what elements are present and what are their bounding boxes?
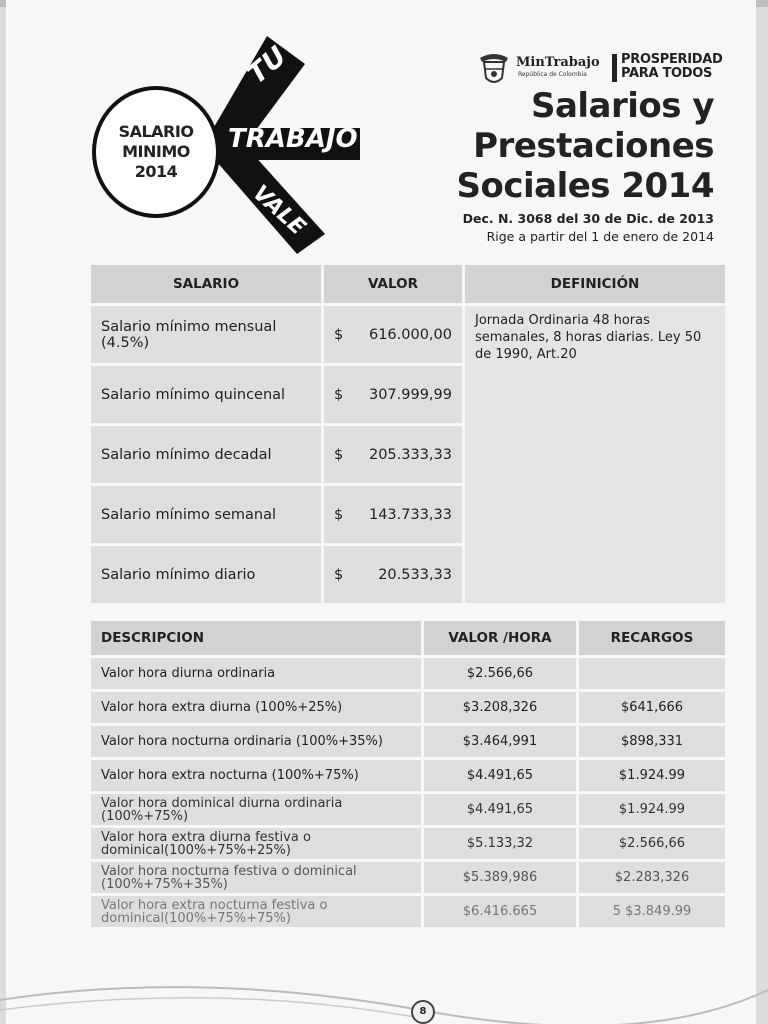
salary-value: 20.533,33 (378, 566, 452, 583)
table-row (91, 760, 725, 791)
hour-value: $4.491,65 (424, 794, 576, 825)
hour-description: Valor hora dominical diurna ordinaria (100%+75%) (91, 794, 421, 825)
column-header-valor-hora: VALOR /HORA (424, 621, 576, 655)
badge-line-1: SALARIO (118, 122, 194, 141)
page-number: 8 (411, 1000, 435, 1024)
hour-description: Valor hora nocturna festiva o dominical (100%+75%+35%) (91, 862, 421, 893)
hour-description: Valor hora extra diurna festiva o dominical(100%+75%+25%) (91, 828, 421, 859)
surcharge-value: $2.283,326 (579, 862, 725, 893)
salary-value-cell (324, 486, 462, 543)
salary-value-cell (324, 426, 462, 483)
logo-separator (612, 54, 617, 82)
title-line-1: Salarios y (530, 86, 714, 126)
table-row (91, 896, 725, 927)
hours-table (88, 618, 728, 930)
hour-description: Valor hora extra diurna (100%+25%) (91, 692, 421, 723)
hours-table-header (91, 621, 725, 655)
ministry-name: MinTrabajo (516, 55, 600, 70)
surcharge-value: $1.924.99 (579, 794, 725, 825)
surcharge-value: $2.566,66 (579, 828, 725, 859)
salary-value: 307.999,99 (368, 386, 452, 403)
salary-name: Salario mínimo quincenal (91, 366, 321, 423)
salary-table-header (91, 265, 725, 303)
hour-value: $6.416.665 (424, 896, 576, 927)
currency-symbol: $ (334, 506, 344, 523)
page-title (456, 86, 714, 206)
salary-value: 143.733,33 (368, 506, 452, 523)
arrow-word-tu: TU (241, 40, 293, 91)
salary-value: 205.333,33 (368, 446, 452, 463)
salary-value: 616.000,00 (368, 326, 452, 343)
effective-date: Rige a partir del 1 de enero de 2014 (486, 229, 714, 244)
decree-text: Dec. N. 3068 del 30 de Dic. de 2013 (462, 211, 714, 226)
table-row (91, 828, 725, 859)
column-header-definicion: DEFINICIÓN (465, 265, 725, 303)
salary-name: Salario mínimo semanal (91, 486, 321, 543)
ministry-subtitle: República de Colombia (518, 71, 587, 78)
badge-line-3: 2014 (134, 162, 178, 181)
title-line-2: Prestaciones (473, 126, 714, 166)
salary-name: Salario mínimo decadal (91, 426, 321, 483)
hour-description: Valor hora extra nocturna festiva o dominical(100%+75%+75%) (91, 896, 421, 927)
salary-value-cell (324, 306, 462, 363)
surcharge-value (579, 658, 725, 689)
salary-name: Salario mínimo mensual (4.5%) (91, 306, 321, 363)
slogan-line-1: PROSPERIDAD (621, 52, 723, 67)
surcharge-value: $898,331 (579, 726, 725, 757)
currency-symbol: $ (334, 446, 344, 463)
hour-value: $2.566,66 (424, 658, 576, 689)
column-header-salario: SALARIO (91, 265, 321, 303)
surcharge-value: 5 $3.849.99 (579, 896, 725, 927)
hour-value: $4.491,65 (424, 760, 576, 791)
badge-line-2: MINIMO (122, 142, 190, 161)
table-row (91, 306, 725, 363)
hour-value: $3.464,991 (424, 726, 576, 757)
hour-value: $3.208,326 (424, 692, 576, 723)
coat-of-arms-icon (476, 50, 512, 88)
hour-description: Valor hora nocturna ordinaria (100%+35%) (91, 726, 421, 757)
surcharge-value: $1.924.99 (579, 760, 725, 791)
table-row (91, 794, 725, 825)
salary-name: Salario mínimo diario (91, 546, 321, 603)
salario-minimo-badge (92, 86, 220, 218)
currency-symbol: $ (334, 326, 344, 343)
currency-symbol: $ (334, 386, 344, 403)
title-line-3: Sociales 2014 (456, 166, 714, 206)
salary-value-cell (324, 366, 462, 423)
slogan-line-2: PARA TODOS (621, 66, 713, 81)
currency-symbol: $ (334, 566, 344, 583)
hour-description: Valor hora diurna ordinaria (91, 658, 421, 689)
definition-text: Jornada Ordinaria 48 horas semanales, 8 horas diarias. Ley 50 de 1990, Art.20 (465, 306, 725, 603)
column-header-descripcion: DESCRIPCION (91, 621, 421, 655)
table-row (91, 692, 725, 723)
table-row (91, 726, 725, 757)
hour-value: $5.133,32 (424, 828, 576, 859)
hour-value: $5.389,986 (424, 862, 576, 893)
arrow-word-trabajo: TRABAJO (228, 124, 358, 154)
table-row (91, 658, 725, 689)
column-header-recargos: RECARGOS (579, 621, 725, 655)
decorative-swoosh (0, 960, 768, 1024)
arrow-word-vale: VALE (247, 180, 311, 241)
salary-value-cell (324, 546, 462, 603)
slogan (621, 53, 723, 81)
column-header-valor: VALOR (324, 265, 462, 303)
table-row (91, 862, 725, 893)
salary-table (88, 262, 728, 606)
hour-description: Valor hora extra nocturna (100%+75%) (91, 760, 421, 791)
surcharge-value: $641,666 (579, 692, 725, 723)
